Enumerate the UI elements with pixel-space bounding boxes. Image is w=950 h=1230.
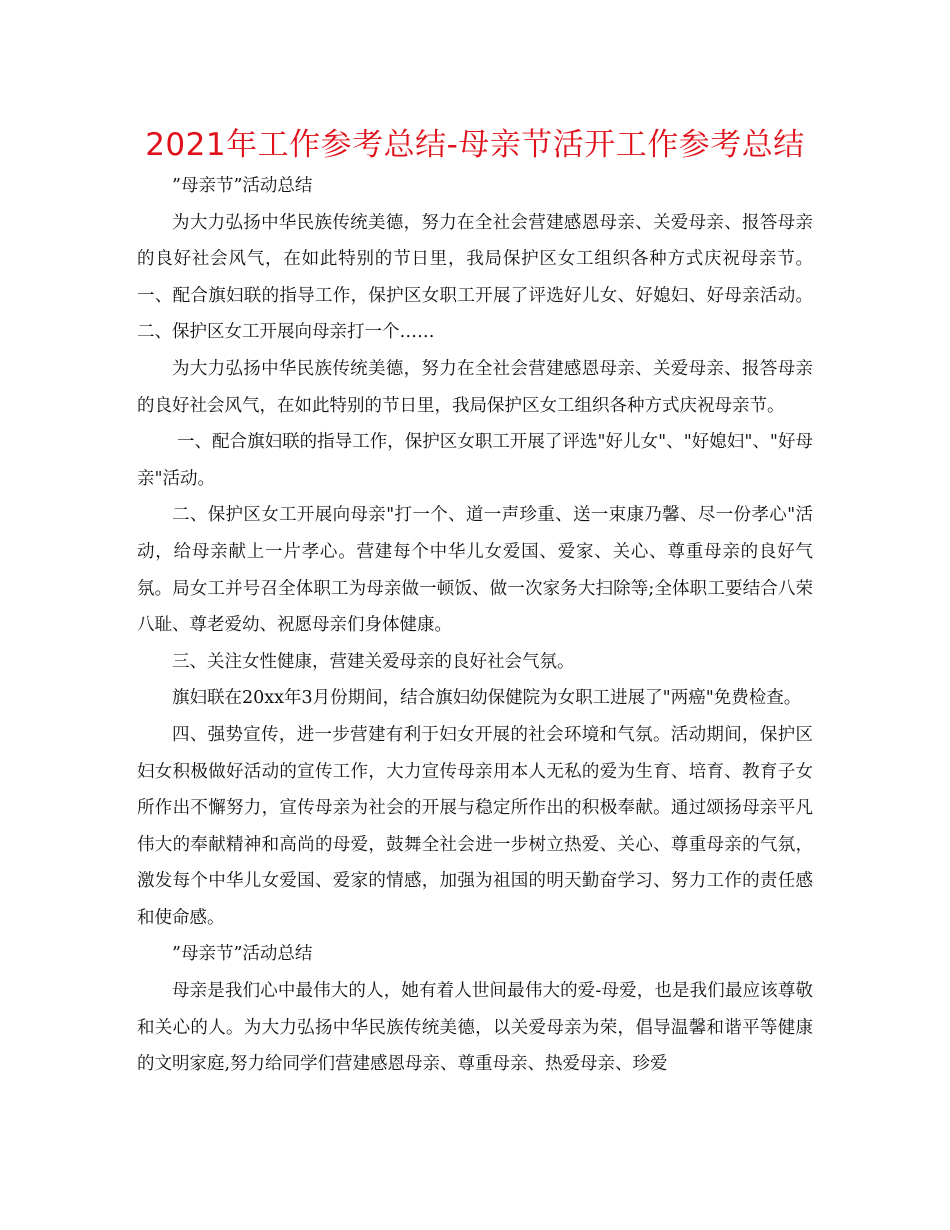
document-title: 2021年工作参考总结-母亲节活开工作参考总结 [145, 127, 805, 163]
item-three-paragraph: 三、关注女性健康，营建关爱母亲的良好社会气氛。 [172, 651, 575, 672]
item-four-paragraph: 四、强势宣传，进一步营建有利于妇女开展的社会环境和气氛。活动期间，保护区妇女积极做好活动的宣传工作，大力宣传母亲用本人无私的爱为生育、培育、教育子女所作出不懈努力，宣传母亲为社会的开展与稳定所作出的积极奉献。通过颂扬母亲平凡伟大的奉献精神和高尚的母爱，鼓舞全社会进一步树立热爱、关心、尊重母亲的气氛，激发每个中华儿女爱国、爱家的情感，加强为祖国的明天勤奋学习、努力工作的责任感和使命感。 [137, 724, 813, 928]
section-heading-second: ”母亲节”活动总结 [172, 944, 313, 965]
section-heading: ”母亲节”活动总结 [172, 176, 313, 196]
document-body [137, 168, 813, 1083]
closing-paragraph: 母亲是我们心中最伟大的人，她有着人世间最伟大的爱-母爱，也是我们最应该尊敬和关心的人。为大力弘扬中华民族传统美德，以关爱母亲为荣，倡导温馨和谐平等健康的文明家庭,努力给同学们营建感恩母亲、尊重母亲、热爱母亲、珍爱 [137, 981, 813, 1075]
item-two-paragraph: 二、保护区女工开展向母亲"打一个、道一声珍重、送一束康乃馨、尽一份孝心"活动，给母亲献上一片孝心。营建每个中华儿女爱国、爱家、关心、尊重母亲的良好气氛。局女工并号召全体职工为母亲做一顿饭、做一次家务大扫除等;全体职工要结合八荣八耻、尊老爱幼、祝愿母亲们身体健康。 [137, 505, 813, 636]
summary-paragraph: 为大力弘扬中华民族传统美德，努力在全社会营建感恩母亲、关爱母亲、报答母亲的良好社会风气，在如此特别的节日里，我局保护区女工组织各种方式庆祝母亲节。一、配合旗妇联的指导工作，保护区女职工开展了评选好儿女、好媳妇、好母亲活动。二、保护区女工开展向母亲打一个…… [137, 212, 813, 343]
intro-paragraph: 为大力弘扬中华民族传统美德，努力在全社会营建感恩母亲、关爱母亲、报答母亲的良好社会风气，在如此特别的节日里，我局保护区女工组织各种方式庆祝母亲节。 [137, 358, 813, 416]
item-one-paragraph: 一、配合旗妇联的指导工作，保护区女职工开展了评选"好儿女"、"好媳妇"、"好母亲"活动。 [137, 432, 813, 489]
health-check-paragraph: 旗妇联在20xx年3月份期间，结合旗妇幼保健院为女职工进展了"两癌"免费检查。 [172, 688, 802, 709]
